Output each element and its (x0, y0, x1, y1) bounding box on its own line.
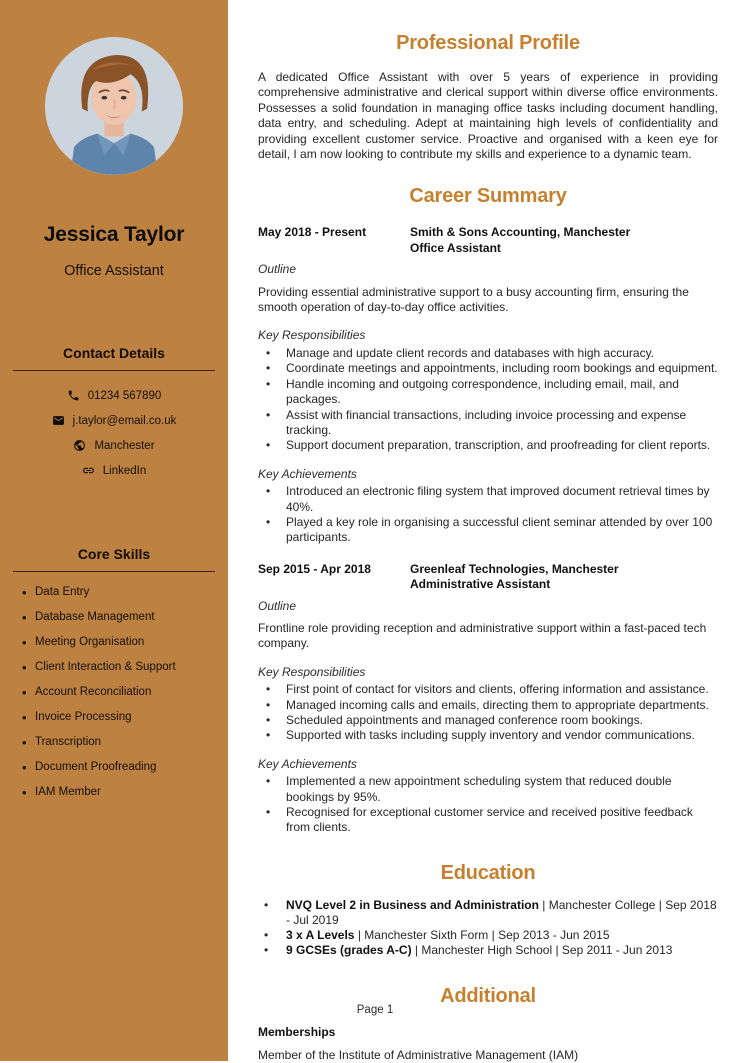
achievement-item: • Introduced an electronic filing system that improved document retrieval times by 40%. (258, 484, 718, 515)
job-company-role (410, 562, 619, 593)
education-details: | Manchester High School | Sep 2011 - Jun 2013 (411, 943, 673, 958)
contact-details-heading: Contact Details (63, 345, 165, 361)
achievements-label: Key Achievements (258, 756, 357, 771)
skill-item: • Client Interaction & Support (22, 661, 228, 686)
education-item (258, 898, 718, 928)
responsibilities-list (258, 346, 718, 454)
responsibility-item: • Scheduled appointments and managed conference room bookings. (258, 713, 718, 728)
main-content (228, 0, 750, 1061)
outline-text: Providing essential administrative support to a busy accounting firm, ensuring the smooth operation of day-to-day office activities. (258, 284, 689, 315)
education-details: | Manchester Sixth Form | Sep 2013 - Jun 2015 (354, 928, 610, 943)
responsibility-item: • Support document preparation, transcription, and proofreading for client reports. (258, 438, 718, 453)
outline-label: Outline (258, 262, 297, 277)
skill-item: • Account Reconciliation (22, 686, 228, 711)
contact-linkedin[interactable] (0, 458, 228, 483)
sidebar (0, 0, 228, 1061)
phone-icon (67, 389, 80, 402)
professional-profile-text: A dedicated Office Assistant with over 5 years of experience in providing comprehensive administrative and clerical support within diverse office environments. Possesses a solid foundation in managing office tasks including document handling, data entry, and scheduling. Adept at maintaining high levels of confidentiality and providing excellent customer service. Proactive and organised with a keen eye for detail, I am now looking to contribute my skills and experience to a dynamic team. (258, 70, 718, 162)
achievements-list (258, 484, 718, 546)
skill-item: • Document Proofreading (22, 761, 228, 786)
job-dates: Sep 2015 - Apr 2018 (258, 561, 371, 576)
contact-divider (13, 370, 215, 371)
globe-icon (73, 439, 86, 452)
link-icon (82, 464, 95, 477)
contact-location (0, 433, 228, 458)
skill-item: • Database Management (22, 611, 228, 636)
education-qualification: 9 GCSEs (grades A-C) (286, 943, 412, 958)
skill-item: • Data Entry (22, 586, 228, 611)
job-role: Office Assistant (410, 240, 501, 255)
job-header (258, 225, 718, 256)
skill-item: • Transcription (22, 736, 228, 761)
job-company: Greenleaf Technologies, Manchester (410, 561, 619, 576)
education-qualification: 3 x A Levels (286, 928, 355, 943)
contact-location-value: Manchester (94, 439, 155, 452)
skill-item: • Meeting Organisation (22, 636, 228, 661)
person-job-title: Office Assistant (64, 263, 164, 279)
responsibility-item: • Assist with financial transactions, including invoice processing and expense tracking. (258, 408, 718, 439)
achievement-item: • Played a key role in organising a successful client seminar attended by over 100 participants. (258, 515, 718, 546)
contact-list (0, 383, 228, 483)
achievements-list (258, 774, 718, 836)
outline-label: Outline (258, 598, 297, 613)
responsibility-item: • First point of contact for visitors and clients, offering information and assistance. (258, 682, 718, 697)
job-role: Administrative Assistant (410, 577, 551, 592)
job-dates: May 2018 - Present (258, 225, 367, 240)
outline-text: Frontline role providing reception and administrative support within a fast-paced tech company. (258, 620, 707, 651)
achievement-item: • Recognised for exceptional customer service and received positive feedback from clients. (258, 805, 718, 836)
responsibility-item: • Supported with tasks including supply inventory and vendor communications. (258, 728, 718, 743)
education-list (258, 898, 718, 959)
achievements-label: Key Achievements (258, 466, 357, 481)
page-number: Page 1 (356, 1004, 394, 1016)
person-name: Jessica Taylor (43, 223, 185, 246)
education-item (258, 928, 718, 943)
job-entry (258, 225, 718, 545)
contact-linkedin-value: LinkedIn (102, 464, 147, 477)
achievement-item: • Implemented a new appointment scheduling system that reduced double bookings by 95%. (258, 774, 718, 805)
envelope-icon (52, 414, 65, 427)
job-entry (258, 562, 718, 836)
skill-item: • Invoice Processing (22, 711, 228, 736)
profile-photo-illustration (45, 37, 183, 175)
section-heading-education: Education (440, 861, 536, 884)
memberships-label: Memberships (258, 1024, 336, 1039)
job-header (258, 562, 718, 593)
education-qualification: NVQ Level 2 in Business and Administration (286, 897, 539, 912)
job-company-role (410, 225, 630, 256)
section-heading-professional-profile: Professional Profile (396, 32, 580, 54)
contact-email-value: j.taylor@email.co.uk (72, 414, 177, 427)
section-heading-career-summary: Career Summary (409, 185, 567, 208)
core-skills-heading: Core Skills (77, 546, 151, 562)
responsibilities-list (258, 682, 718, 744)
contact-phone-value: 01234 567890 (87, 389, 162, 402)
section-heading-additional: Additional (440, 984, 536, 1007)
memberships-text: Member of the Institute of Administrative Management (IAM) (258, 1048, 579, 1063)
skill-item: • IAM Member (22, 786, 228, 811)
responsibilities-label: Key Responsibilities (258, 664, 366, 679)
profile-photo (45, 37, 183, 175)
skills-list (0, 586, 228, 811)
contact-phone (0, 383, 228, 408)
responsibility-item: • Handle incoming and outgoing correspondence, including email, mail, and packages. (258, 377, 718, 408)
contact-details-section (0, 345, 228, 483)
education-item (258, 943, 718, 958)
responsibility-item: • Managed incoming calls and emails, directing them to appropriate departments. (258, 698, 718, 713)
responsibility-item: • Coordinate meetings and appointments, including room bookings and equipment. (258, 361, 718, 376)
job-company: Smith & Sons Accounting, Manchester (410, 225, 631, 240)
contact-email[interactable] (0, 408, 228, 433)
skills-divider (13, 571, 215, 572)
responsibility-item: • Manage and update client records and databases with high accuracy. (258, 346, 718, 361)
core-skills-section (0, 546, 228, 811)
education-details: | Manchester College | Sep 2018 - Jul 2019 (286, 897, 717, 928)
responsibilities-label: Key Responsibilities (258, 328, 366, 343)
